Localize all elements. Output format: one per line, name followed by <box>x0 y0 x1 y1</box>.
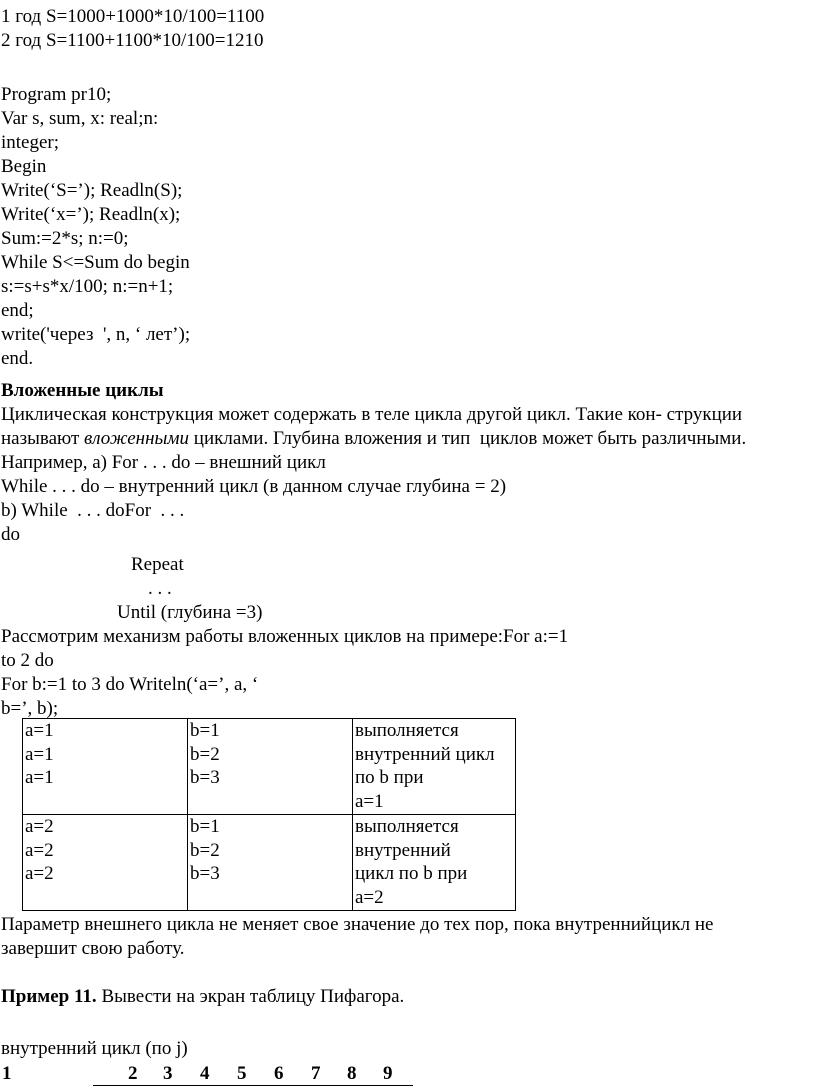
paragraph-line: завершит свою работу. <box>1 938 185 959</box>
intro-year1: 1 год S=1000+1000*10/100=1100 <box>1 6 265 27</box>
loop-table <box>22 718 516 911</box>
code-line: write('через ', n, ‘ лет’); <box>1 324 191 345</box>
code-line: Write(‘x=’); Readln(x); <box>1 204 181 225</box>
paragraph-line: While . . . do – внутренний цикл (в данном случае глубина = 2) <box>1 476 507 497</box>
code-line: end; <box>1 300 34 321</box>
code-line: s:=s+s*x/100; n:=n+1; <box>1 276 174 297</box>
paragraph-line: Параметр внешнего цикла не меняет свое значение до тех пор, пока внутреннийцикл не <box>1 914 714 935</box>
paragraph-line: to 2 do <box>1 650 54 671</box>
table-cell: b=1 b=2 b=3 <box>188 814 353 910</box>
pythagoras-number: 5 <box>237 1063 247 1084</box>
example-label: Пример 11. <box>1 986 97 1007</box>
table-row <box>23 719 516 815</box>
pythagoras-number: 7 <box>311 1063 321 1084</box>
code-line: Sum:=2*s; n:=0; <box>1 228 129 249</box>
code-line: integer; <box>1 132 60 153</box>
paragraph-line: b) While . . . doFor . . . <box>1 500 185 521</box>
pythagoras-number: 6 <box>274 1063 284 1084</box>
italic-term: вложенными <box>84 428 190 449</box>
paragraph-line: Например, а) For . . . do – внешний цикл <box>1 452 326 473</box>
pythagoras-number: 1 <box>2 1063 12 1084</box>
intro-year2: 2 год S=1100+1100*10/100=1210 <box>1 30 264 51</box>
ellipsis: . . . <box>148 578 172 599</box>
paragraph-line: For b:=1 to 3 do Writeln(‘a=’, a, ‘ <box>1 674 259 695</box>
paragraph-line: Циклическая конструкция может содержать в теле цикла другой цикл. Такие кон- струкции <box>1 404 743 425</box>
table-cell: b=1 b=2 b=3 <box>188 719 353 815</box>
paragraph-line <box>1 427 746 451</box>
pythagoras-number: 8 <box>347 1063 357 1084</box>
until-line: Until (глубина =3) <box>117 602 263 623</box>
code-line: While S<=Sum do begin <box>1 252 190 273</box>
pythagoras-number: 4 <box>200 1063 210 1084</box>
table-cell: a=2 a=2 a=2 <box>23 814 188 910</box>
table-cell: a=1 a=1 a=1 <box>23 719 188 815</box>
inner-loop-label: внутренний цикл (по j) <box>1 1038 188 1059</box>
pythagoras-number: 3 <box>163 1063 173 1084</box>
code-line: Write(‘S=’); Readln(S); <box>1 180 183 201</box>
code-line: Var s, sum, x: real;n: <box>1 108 159 129</box>
code-line: Program pr10; <box>1 84 112 105</box>
underline-divider <box>93 1085 413 1086</box>
repeat-keyword: Repeat <box>131 554 184 575</box>
paragraph-line: Рассмотрим механизм работы вложенных циклов на примере:For a:=1 <box>1 626 569 647</box>
pythagoras-number: 9 <box>383 1063 393 1084</box>
code-line: end. <box>1 348 34 369</box>
example-text: Вывести на экран таблицу Пифагора. <box>96 986 405 1007</box>
pythagoras-number: 2 <box>128 1063 138 1084</box>
text-run: циклами. Глубина вложения и тип циклов может быть различными. <box>189 428 747 449</box>
section-heading: Вложенные циклы <box>1 380 164 401</box>
paragraph-line: b=’, b); <box>1 698 59 719</box>
code-line: Begin <box>1 156 47 177</box>
example-line <box>1 985 404 1009</box>
text-run: называют <box>1 428 85 449</box>
table-row <box>23 814 516 910</box>
paragraph-line: do <box>1 524 20 545</box>
table-cell: выполняется внутренний цикл по b при a=1 <box>353 719 516 815</box>
table-cell: выполняется внутренний цикл по b при a=2 <box>353 814 516 910</box>
